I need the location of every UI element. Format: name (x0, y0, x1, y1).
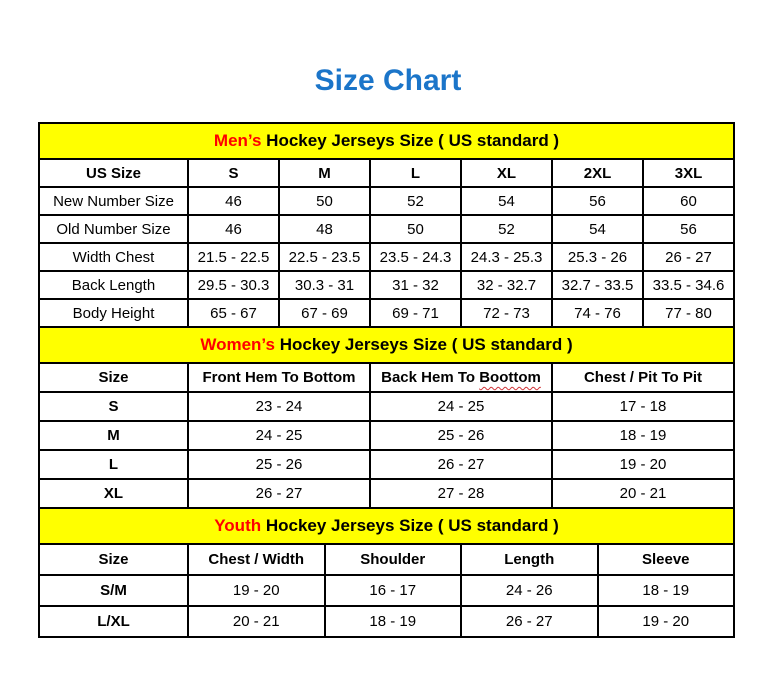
row-label: Width Chest (39, 243, 188, 271)
column-header: M (279, 159, 370, 187)
column-header: 3XL (643, 159, 734, 187)
size-cell: 26 - 27 (188, 479, 370, 508)
size-cell: 31 - 32 (370, 271, 461, 299)
womens-section-title (39, 327, 734, 363)
size-cell: 46 (188, 215, 279, 243)
size-cell: 32 - 32.7 (461, 271, 552, 299)
column-header: US Size (39, 159, 188, 187)
misspelled-word: Boottom (479, 369, 541, 386)
size-cell: 27 - 28 (370, 479, 552, 508)
size-cell: 72 - 73 (461, 299, 552, 327)
size-cell: 26 - 27 (370, 450, 552, 479)
mens-band-text: Hockey Jerseys Size ( US standard ) (261, 131, 560, 150)
size-cell: 23 - 24 (188, 392, 370, 421)
womens-band-text: Hockey Jerseys Size ( US standard ) (274, 335, 573, 354)
size-chart (38, 122, 735, 638)
size-cell: 65 - 67 (188, 299, 279, 327)
mens-highlight-label: Men’s (213, 131, 262, 150)
size-cell: 50 (279, 187, 370, 215)
row-label: L (39, 450, 188, 479)
size-cell: 30.3 - 31 (279, 271, 370, 299)
table-row (39, 187, 734, 215)
size-cell: 29.5 - 30.3 (188, 271, 279, 299)
mens-band-row (39, 123, 734, 159)
size-cell: 17 - 18 (552, 392, 734, 421)
size-cell: 25 - 26 (188, 450, 370, 479)
size-cell: 48 (279, 215, 370, 243)
size-cell: 25.3 - 26 (552, 243, 643, 271)
table-row (39, 479, 734, 508)
size-cell: 23.5 - 24.3 (370, 243, 461, 271)
column-header: XL (461, 159, 552, 187)
size-cell: 24 - 26 (461, 575, 598, 606)
column-header: S (188, 159, 279, 187)
youth-band-text: Hockey Jerseys Size ( US standard ) (261, 516, 559, 535)
row-label: XL (39, 479, 188, 508)
size-cell: 56 (643, 215, 734, 243)
size-cell: 54 (552, 215, 643, 243)
row-label: M (39, 421, 188, 450)
size-cell: 52 (461, 215, 552, 243)
column-header: Shoulder (325, 544, 462, 575)
table-row (39, 606, 734, 637)
size-cell: 26 - 27 (643, 243, 734, 271)
womens-size-table (38, 326, 735, 509)
table-row (39, 421, 734, 450)
row-label: S (39, 392, 188, 421)
womens-header-row (39, 363, 734, 392)
size-cell: 32.7 - 33.5 (552, 271, 643, 299)
size-cell: 60 (643, 187, 734, 215)
table-row (39, 450, 734, 479)
table-row (39, 215, 734, 243)
mens-header-row (39, 159, 734, 187)
back-hem-prefix: Back Hem To (381, 369, 480, 386)
column-header: Sleeve (598, 544, 735, 575)
size-cell: 19 - 20 (552, 450, 734, 479)
row-label: Back Length (39, 271, 188, 299)
size-cell: 18 - 19 (552, 421, 734, 450)
womens-band-row (39, 327, 734, 363)
column-header: Chest / Pit To Pit (552, 363, 734, 392)
table-row (39, 575, 734, 606)
size-cell: 22.5 - 23.5 (279, 243, 370, 271)
size-cell: 56 (552, 187, 643, 215)
row-label: S/M (39, 575, 188, 606)
size-cell: 33.5 - 34.6 (643, 271, 734, 299)
row-label: Old Number Size (39, 215, 188, 243)
column-header: Front Hem To Bottom (188, 363, 370, 392)
size-cell: 18 - 19 (325, 606, 462, 637)
page-title: Size Chart (314, 64, 462, 97)
size-cell: 20 - 21 (188, 606, 325, 637)
size-cell: 20 - 21 (552, 479, 734, 508)
size-cell: 19 - 20 (188, 575, 325, 606)
table-row (39, 243, 734, 271)
column-header-misspelled (370, 363, 552, 392)
womens-highlight-label: Women’s (200, 335, 275, 354)
table-row (39, 299, 734, 327)
size-cell: 69 - 71 (370, 299, 461, 327)
size-cell: 26 - 27 (461, 606, 598, 637)
size-cell: 16 - 17 (325, 575, 462, 606)
column-header: Size (39, 544, 188, 575)
row-label: Body Height (39, 299, 188, 327)
size-cell: 18 - 19 (598, 575, 735, 606)
youth-highlight-label: Youth (214, 516, 262, 535)
size-cell: 46 (188, 187, 279, 215)
size-cell: 74 - 76 (552, 299, 643, 327)
youth-size-table (38, 507, 735, 638)
youth-band-row (39, 508, 734, 544)
youth-section-title (39, 508, 734, 544)
size-cell: 24 - 25 (370, 392, 552, 421)
size-cell: 24 - 25 (188, 421, 370, 450)
column-header: 2XL (552, 159, 643, 187)
size-cell: 24.3 - 25.3 (461, 243, 552, 271)
size-cell: 50 (370, 215, 461, 243)
youth-header-row (39, 544, 734, 575)
size-cell: 21.5 - 22.5 (188, 243, 279, 271)
row-label: L/XL (39, 606, 188, 637)
size-cell: 52 (370, 187, 461, 215)
column-header: Length (461, 544, 598, 575)
table-row (39, 392, 734, 421)
table-row (39, 271, 734, 299)
mens-size-table (38, 122, 735, 328)
size-cell: 25 - 26 (370, 421, 552, 450)
column-header: Chest / Width (188, 544, 325, 575)
size-cell: 19 - 20 (598, 606, 735, 637)
row-label: New Number Size (39, 187, 188, 215)
column-header: Size (39, 363, 188, 392)
column-header: L (370, 159, 461, 187)
size-cell: 54 (461, 187, 552, 215)
size-cell: 67 - 69 (279, 299, 370, 327)
mens-section-title (39, 123, 734, 159)
size-cell: 77 - 80 (643, 299, 734, 327)
